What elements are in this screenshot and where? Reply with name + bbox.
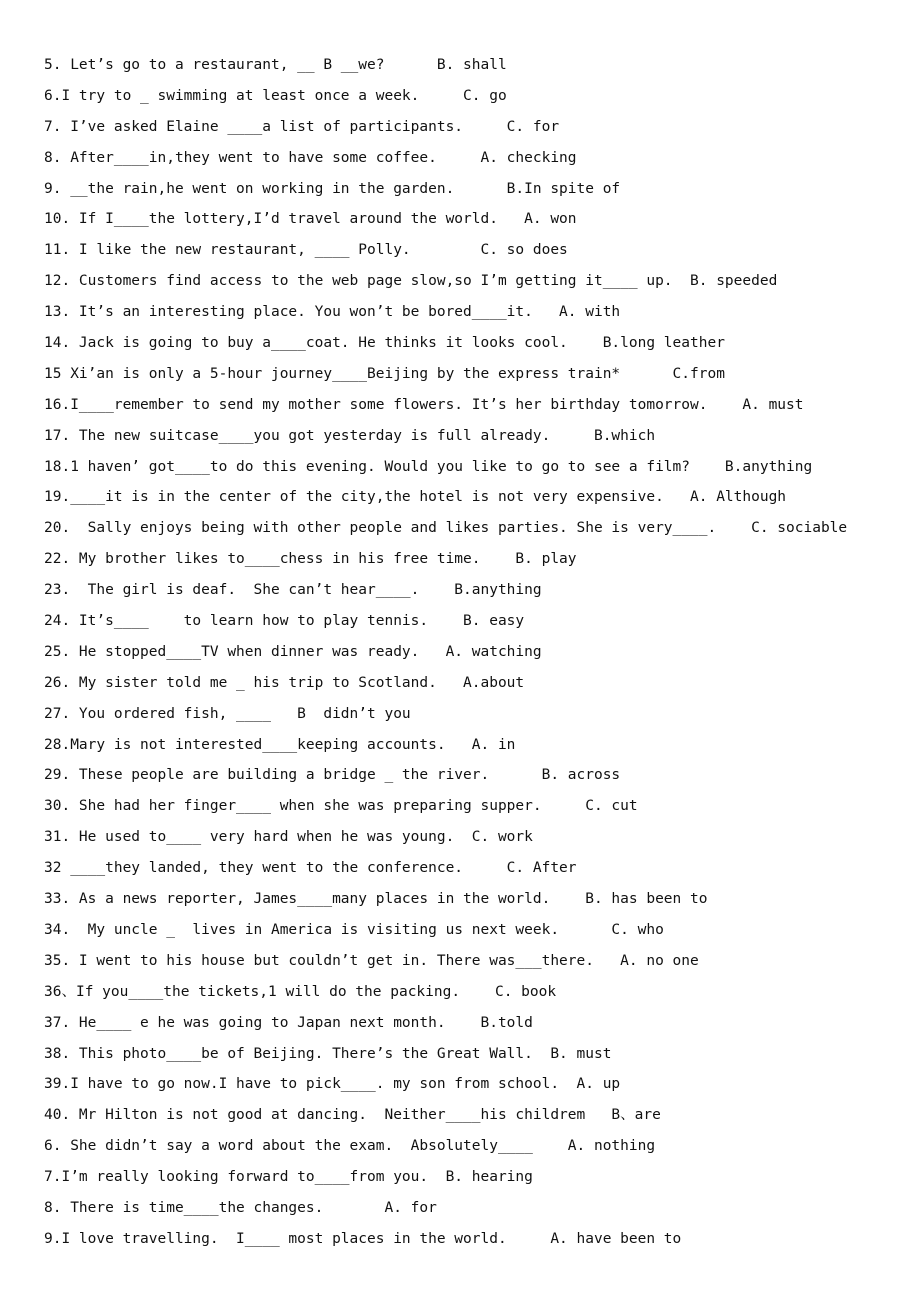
question-line: 17. The new suitcase____you got yesterday is full already. B.which <box>44 427 656 444</box>
question-line: 7.I’m really looking forward to____from you. B. hearing <box>44 1169 533 1186</box>
question-line: 9.I love travelling. I____ most places in the world. A. have been to <box>44 1230 682 1247</box>
question-line: 11. I like the new restaurant, ____ Polly. C. so does <box>44 242 568 259</box>
question-line: 34. My uncle _ lives in America is visiting us next week. C. who <box>44 921 664 938</box>
question-line: 25. He stopped____TV when dinner was ready. A. watching <box>44 643 542 660</box>
question-line: 23. The girl is deaf. She can’t hear____. B.anything <box>44 582 542 599</box>
question-line: 32 ____they landed, they went to the conference. C. After <box>44 860 577 877</box>
question-line: 14. Jack is going to buy a____coat. He thinks it looks cool. B.long leather <box>44 335 725 352</box>
question-line: 28.Mary is not interested____keeping accounts. A. in <box>44 736 516 753</box>
question-line: 8. After____in,they went to have some coffee. A. checking <box>44 149 577 166</box>
question-line: 7. I’ve asked Elaine ____a list of participants. C. for <box>44 118 560 135</box>
question-line: 19.____it is in the center of the city,the hotel is not very expensive. A. Although <box>44 489 787 506</box>
question-list <box>44 52 904 1257</box>
question-line: 31. He used to____ very hard when he was young. C. work <box>44 829 533 846</box>
question-line: 5. Let’s go to a restaurant, __ B __we? B. shall <box>44 57 507 73</box>
question-line: 33. As a news reporter, James____many places in the world. B. has been to <box>44 891 708 908</box>
question-line: 35. I went to his house but couldn’t get in. There was___there. A. no one <box>44 952 699 969</box>
question-line: 30. She had her finger____ when she was preparing supper. C. cut <box>44 798 638 815</box>
question-line: 9. __the rain,he went on working in the garden. B.In spite of <box>44 180 621 197</box>
question-line: 27. You ordered fish, ____ B didn’t you <box>44 705 411 722</box>
question-line: 26. My sister told me _ his trip to Scotland. A.about <box>44 674 525 691</box>
question-line: 16.I____remember to send my mother some flowers. It’s her birthday tomorrow. A. must <box>44 396 804 413</box>
question-line: 8. There is time____the changes. A. for <box>44 1199 437 1216</box>
question-line: 10. If I____the lottery,I’d travel around the world. A. won <box>44 211 577 228</box>
question-line: 6. She didn’t say a word about the exam. Absolutely____ A. nothing <box>44 1138 656 1155</box>
question-line: 39.I have to go now.I have to pick____. my son from school. A. up <box>44 1076 621 1093</box>
question-line: 6.I try to _ swimming at least once a week. C. go <box>44 87 507 104</box>
question-line: 24. It’s____ to learn how to play tennis. B. easy <box>44 613 525 630</box>
question-line: 13. It’s an interesting place. You won’t be bored____it. A. with <box>44 304 621 321</box>
question-line: 18.1 haven’ got____to do this evening. Would you like to go to see a film? B.anything <box>44 458 813 475</box>
question-line: 38. This photo____be of Beijing. There’s the Great Wall. B. must <box>44 1045 612 1062</box>
question-line: 36、If you____the tickets,1 will do the packing. C. book <box>44 983 557 1000</box>
question-line: 40. Mr Hilton is not good at dancing. Neither____his childrem B、are <box>44 1107 661 1124</box>
question-line: 20. Sally enjoys being with other people and likes parties. She is very____. C. sociable <box>44 520 848 537</box>
question-line: 22. My brother likes to____chess in his free time. B. play <box>44 551 577 568</box>
question-line: 15 Xi’an is only a 5-hour journey____Beijing by the express train* C.from <box>44 365 725 382</box>
question-line: 29. These people are building a bridge _ the river. B. across <box>44 767 621 784</box>
question-line: 37. He____ e he was going to Japan next month. B.told <box>44 1014 533 1031</box>
question-line: 12. Customers find access to the web page slow,so I’m getting it____ up. B. speeded <box>44 273 778 290</box>
